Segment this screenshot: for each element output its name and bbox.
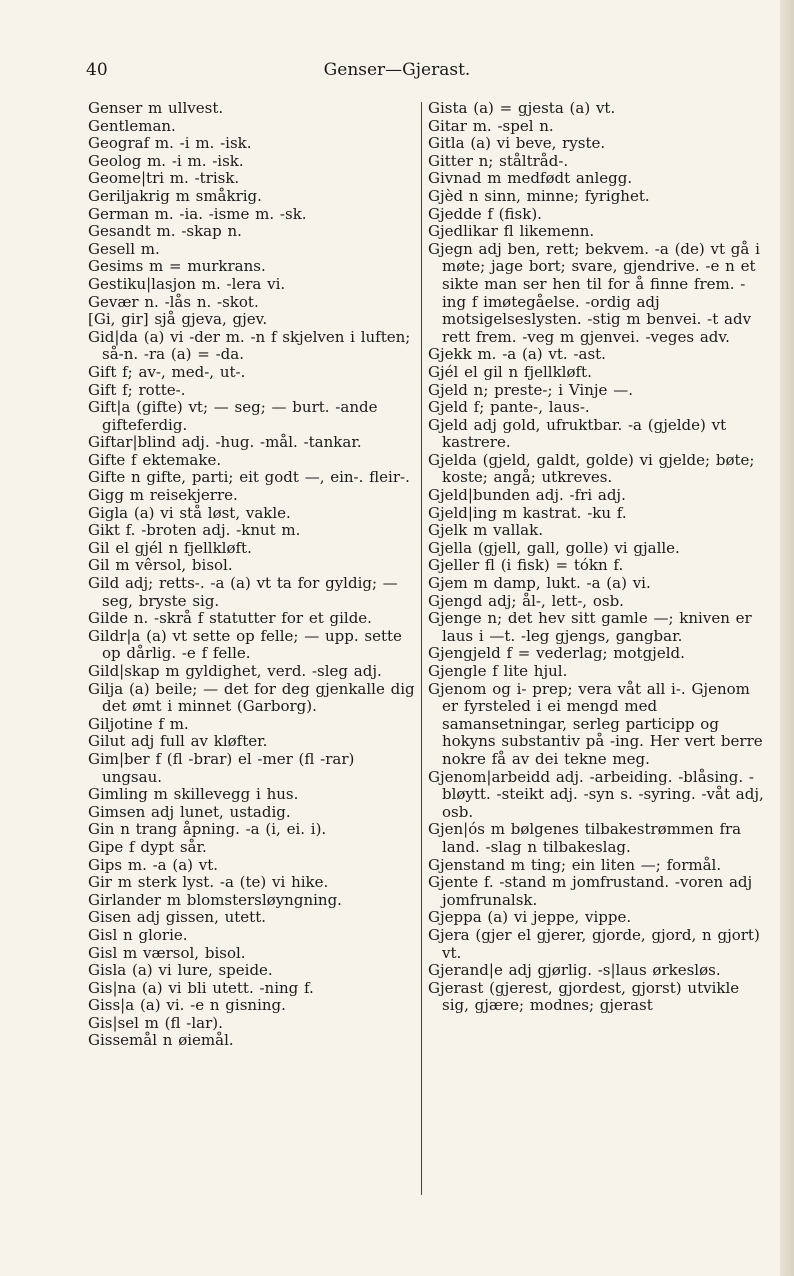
dictionary-entry: Gitar m. -spel n. xyxy=(428,116,554,135)
dictionary-entry: Gjenom|arbeidd adj. -arbeiding. -blåsing. -bløytt. -steikt adj. -syn s. -syring. -våt adj, osb. xyxy=(428,767,764,821)
dictionary-entry: Gift f; rotte-. xyxy=(88,380,186,399)
dictionary-entry: Gilde n. -skrå f statutter for et gilde. xyxy=(88,609,372,628)
dictionary-entry: Geriljakrig m småkrig. xyxy=(88,186,262,205)
dictionary-entry: Gevær n. -lås n. -skot. xyxy=(88,292,259,311)
dictionary-entry: Gjeller fl (i fisk) = tókn f. xyxy=(428,556,624,575)
dictionary-entry: Gjerand|e adj gjørlig. -s|laus ørkesløs. xyxy=(428,961,721,980)
dictionary-entry: Girlander m blomstersløyngning. xyxy=(88,890,342,909)
dictionary-entry: Gikt f. -broten adj. -knut m. xyxy=(88,521,301,540)
dictionary-entry: Gifte f ektemake. xyxy=(88,450,222,469)
dictionary-entry: Gisl m værsol, bisol. xyxy=(88,943,246,962)
page-header xyxy=(0,60,794,84)
left-column xyxy=(88,100,418,1050)
dictionary-entry: Gil el gjél n fjellkløft. xyxy=(88,538,252,557)
dictionary-entry: Gitter n; ståltråd-. xyxy=(428,151,569,170)
dictionary-entry: Gjeppa (a) vi jeppe, vippe. xyxy=(428,908,632,927)
dictionary-entry: Gild adj; retts-. -a (a) vt ta for gyldig; — seg, bryste sig. xyxy=(88,574,398,610)
dictionary-entry: Gjèd n sinn, minne; fyrighet. xyxy=(428,186,650,205)
dictionary-entry: Gitla (a) vi beve, ryste. xyxy=(428,134,606,153)
dictionary-entry: Giss|a (a) vi. -e n gisning. xyxy=(88,996,286,1015)
dictionary-entry: Gips m. -a (a) vt. xyxy=(88,855,219,874)
dictionary-entry: Gjedde f (fisk). xyxy=(428,204,542,223)
dictionary-entry: Gjengjeld f = vederlag; motgjeld. xyxy=(428,644,685,663)
dictionary-entry: Gilja (a) beile; — det for deg gjenkalle dig det ømt i minnet (Garborg). xyxy=(88,679,415,716)
dictionary-entry: Gipe f dypt sår. xyxy=(88,837,207,856)
dictionary-entry: Gjera (gjer el gjerer, gjorde, gjord, n gjort) vt. xyxy=(428,925,760,962)
dictionary-entry: Gift|a (gifte) vt; — seg; — burt. -ande gifteferdig. xyxy=(88,398,378,434)
dictionary-entry: Gigg m reisekjerre. xyxy=(88,486,238,505)
dictionary-entry: Gesell m. xyxy=(88,239,160,258)
dictionary-entry: Gild|skap m gyldighet, verd. -sleg adj. xyxy=(88,662,382,680)
dictionary-entry: Gjengle f lite hjul. xyxy=(428,662,568,680)
dictionary-entry: Gjen|ós m bølgenes tilbakestrømmen fra land. -slag n tilbakeslag. xyxy=(428,820,742,856)
dictionary-entry: Gjelda (gjeld, galdt, golde) vi gjelde; bøte; koste; angå; utkreves. xyxy=(428,450,755,487)
dictionary-entry: Geograf m. -i m. -isk. xyxy=(88,134,252,153)
dictionary-entry: Gid|da (a) vi -der m. -n f skjelven i luften; så-n. -ra (a) = -da. xyxy=(88,327,411,364)
dictionary-entry: Gista (a) = gjesta (a) vt. xyxy=(428,99,616,117)
dictionary-entry: Gisla (a) vi lure, speide. xyxy=(88,961,273,980)
dictionary-entry: Gjeld|bunden adj. -fri adj. xyxy=(428,486,626,505)
dictionary-entry: Gimling m skillevegg i hus. xyxy=(88,785,299,804)
dictionary-entry: Gjedlikar fl likemenn. xyxy=(428,222,595,241)
dictionary-entry: Gjeld|ing m kastrat. -ku f. xyxy=(428,503,627,522)
dictionary-entry: Gjenge n; det hev sitt gamle —; kniven er laus i —t. -leg gjengs, gangbar. xyxy=(428,609,752,645)
dictionary-entry: Gjenstand m ting; ein liten —; formål. xyxy=(428,855,722,874)
dictionary-entry: Geome|tri m. -trisk. xyxy=(88,169,240,188)
page-edge xyxy=(780,0,794,1276)
dictionary-entry: Giljotine f m. xyxy=(88,714,189,733)
dictionary-entry: Gir m sterk lyst. -a (te) vi hike. xyxy=(88,873,329,892)
dictionary-entry: Gjerast (gjerest, gjordest, gjorst) utvikle sig, gjære; modnes; gjerast xyxy=(428,978,740,1015)
dictionary-entry: Gissemål n øiemål. xyxy=(88,1031,234,1050)
dictionary-entry: Gim|ber f (fl -brar) el -mer (fl -rar) ungsau. xyxy=(88,749,355,786)
dictionary-entry: Gis|na (a) vi bli utett. -ning f. xyxy=(88,978,314,997)
dictionary-entry: Gifte n gifte, parti; eit godt —, ein-. fleir-. xyxy=(88,468,410,487)
dictionary-entry: Gildr|a (a) vt sette op felle; — upp. sette op dårlig. -e f felle. xyxy=(88,626,402,663)
dictionary-entry: Gjeld n; preste-; i Vinje —. xyxy=(428,380,633,399)
dictionary-entry: [Gi, gir] sjå gjeva, gjev. xyxy=(88,310,268,329)
dictionary-entry: Gjengd adj; ål-, lett-, osb. xyxy=(428,591,624,610)
dictionary-entry: Gjente f. -stand m jomfrustand. -voren adj jomfrunalsk. xyxy=(428,873,753,909)
page-title: Genser—Gjerast. xyxy=(323,60,471,80)
dictionary-entry: Gigla (a) vi stå løst, vakle. xyxy=(88,503,291,522)
dictionary-entry: Gesims m = murkrans. xyxy=(88,257,266,276)
dictionary-entry: Gift f; av-, med-, ut-. xyxy=(88,362,246,381)
dictionary-entry: Gimsen adj lunet, ustadig. xyxy=(88,802,291,821)
dictionary-entry: Gis|sel m (fl -lar). xyxy=(88,1013,223,1032)
dictionary-entry: Genser m ullvest. xyxy=(88,99,224,117)
column-divider xyxy=(421,102,422,1195)
dictionary-entry: Gestiku|lasjon m. -lera vi. xyxy=(88,274,286,293)
dictionary-entry: Gisl n glorie. xyxy=(88,925,188,944)
dictionary-entry: Geolog m. -i m. -isk. xyxy=(88,151,244,170)
dictionary-entry: Gil m vêrsol, bisol. xyxy=(88,556,233,575)
dictionary-entry: Gisen adj gissen, utett. xyxy=(88,908,267,927)
dictionary-entry: Gjeld adj gold, ufruktbar. -a (gjelde) vt kastrere. xyxy=(428,415,727,452)
right-column xyxy=(428,100,768,1015)
page-number: 40 xyxy=(86,60,108,80)
dictionary-entry: Gjegn adj ben, rett; bekvem. -a (de) vt gå i møte; jage bort; svare, gjendrive. -e n et sikte man ser hen til for å finne frem. -ing f imøtegåelse. -ordig adj motsigelseslysten. -stig m benvei. -t adv rett frem. -veg m gjenvei. -veges adv. xyxy=(428,239,760,346)
dictionary-entry: Givnad m medfødt anlegg. xyxy=(428,169,633,188)
dictionary-entry: Gentleman. xyxy=(88,116,176,135)
dictionary-entry: Gjekk m. -a (a) vt. -ast. xyxy=(428,345,606,364)
dictionary-entry: Giftar|blind adj. -hug. -mål. -tankar. xyxy=(88,433,362,452)
dictionary-entry: Gjeld f; pante-, laus-. xyxy=(428,398,590,417)
dictionary-entry: German m. -ia. -isme m. -sk. xyxy=(88,204,307,223)
dictionary-entry: Gjella (gjell, gall, golle) vi gjalle. xyxy=(428,538,680,557)
dictionary-entry: Gjél el gil n fjellkløft. xyxy=(428,362,592,381)
dictionary-entry: Gilut adj full av kløfter. xyxy=(88,732,268,751)
dictionary-entry: Gin n trang åpning. -a (i, ei. i). xyxy=(88,820,327,839)
dictionary-entry: Gjem m damp, lukt. -a (a) vi. xyxy=(428,574,651,593)
dictionary-entry: Gjelk m vallak. xyxy=(428,521,543,540)
dictionary-entry: Gjenom og i- prep; vera våt all i-. Gjenom er fyrsteled i ei mengd med samansetningar, serleg participp og hokyns substantiv på -ing. Her vert berre nokre få av dei tekne meg. xyxy=(428,679,763,768)
dictionary-entry: Gesandt m. -skap n. xyxy=(88,222,242,241)
